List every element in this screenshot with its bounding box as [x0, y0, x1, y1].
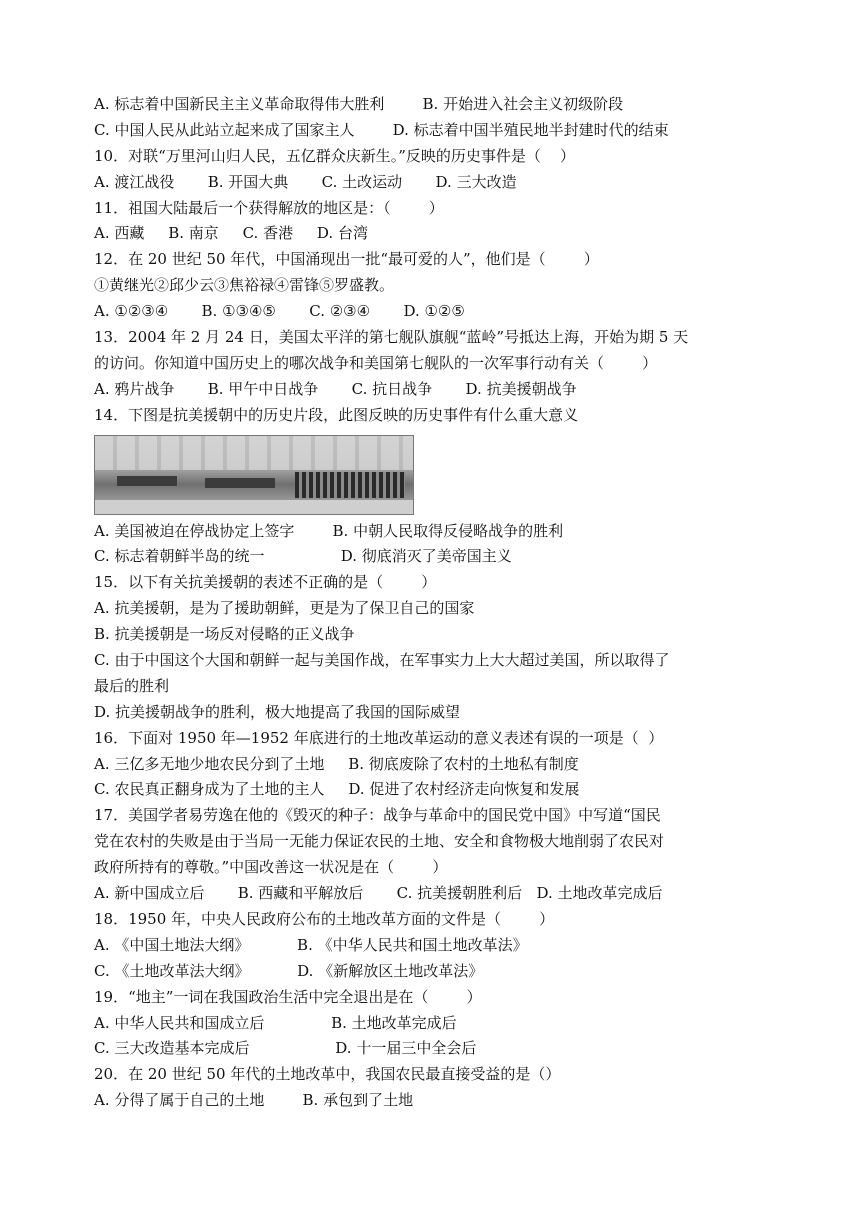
- text-line: 政府所持有的尊敬。”中国改善这一状况是在（ ）: [94, 858, 448, 877]
- text-line: C. 中国人民从此站立起来成了国家主人 D. 标志着中国半殖民地半封建时代的结束: [94, 120, 669, 139]
- text-line: A. 三亿多无地少地农民分到了土地 B. 彻底废除了农村的土地私有制度: [94, 754, 579, 773]
- photo-ceiling: [95, 436, 413, 470]
- photo-floor: [95, 500, 413, 514]
- text-line: A. 抗美援朝，是为了援助朝鲜，更是为了保卫自己的国家: [94, 599, 475, 618]
- question-11: 11．祖国大陆最后一个获得解放的地区是：（ ）: [94, 198, 444, 217]
- text-line: A. 西藏 B. 南京 C. 香港 D. 台湾: [94, 224, 368, 243]
- text-line: C. 标志着朝鲜半岛的统一 D. 彻底消灭了美帝国主义: [94, 547, 512, 566]
- questions-top: [94, 92, 774, 429]
- question-20: 20．在 20 世纪 50 年代的土地改革中，我国农民最直接受益的是（）: [94, 1065, 561, 1084]
- question-16: 16．下面对 1950 年—1952 年底进行的土地改革运动的意义表述有误的一项是（ ）: [94, 728, 664, 747]
- text-line: 党在农村的失败是由于当局一无能力保证农民的土地、安全和食物极大地削弱了农民对: [94, 832, 665, 851]
- question-15: 15．以下有关抗美援朝的表述不正确的是（ ）: [94, 573, 437, 592]
- text-line: A. 鸦片战争 B. 甲午中日战争 C. 抗日战争 D. 抗美援朝战争: [94, 379, 577, 398]
- photo-table: [205, 478, 275, 488]
- text-line: C. 《土地改革法大纲》 D. 《新解放区土地改革法》: [94, 961, 484, 980]
- text-line: A. 中华人民共和国成立后 B. 土地改革完成后: [94, 1013, 457, 1032]
- text-line: 最后的胜利: [94, 676, 170, 695]
- text-line: A. 《中国土地法大纲》 B. 《中华人民共和国土地改革法》: [94, 935, 528, 954]
- text-line: C. 三大改造基本完成后 D. 十一届三中全会后: [94, 1039, 477, 1058]
- text-line: ①黄继光②邱少云③焦裕禄④雷锋⑤罗盛教。: [94, 276, 395, 295]
- exam-page: [94, 92, 774, 1114]
- text-line: A. 渡江战役 B. 开国大典 C. 土改运动 D. 三大改造: [94, 172, 517, 191]
- photo-table: [117, 476, 177, 486]
- question-18: 18．1950 年，中央人民政府公布的土地改革方面的文件是（ ）: [94, 909, 555, 928]
- question-19: 19．“地主”一词在我国政治生活中完全退出是在（ ）: [94, 987, 482, 1006]
- text-line: A. 分得了属于自己的土地 B. 承包到了土地: [94, 1091, 414, 1110]
- text-line: C. 由于中国这个大国和朝鲜一起与美国作战，在军事实力上大大超过美国，所以取得了: [94, 651, 670, 670]
- text-line: C. 农民真正翻身成为了土地的主人 D. 促进了农村经济走向恢复和发展: [94, 780, 580, 799]
- text-line: B. 抗美援朝是一场反对侵略的正义战争: [94, 625, 355, 644]
- photo-crowd: [295, 472, 405, 498]
- questions-bottom: [94, 519, 774, 1114]
- text-line: 的访问。你知道中国历史上的哪次战争和美国第七舰队的一次军事行动有关（ ）: [94, 353, 658, 372]
- text-line: A. ①②③④ B. ①③④⑤ C. ②③④ D. ①②⑤: [94, 302, 465, 321]
- armistice-signing-photo: [94, 435, 414, 515]
- text-line: A. 标志着中国新民主主义革命取得伟大胜利 B. 开始进入社会主义初级阶段: [94, 95, 624, 113]
- question-14: 14．下图是抗美援朝中的历史片段，此图反映的历史事件有什么重大意义: [94, 405, 579, 424]
- text-line: D. 抗美援朝战争的胜利，极大地提高了我国的国际威望: [94, 702, 461, 721]
- question-12: 12．在 20 世纪 50 年代，中国涌现出一批“最可爱的人”，他们是（ ）: [94, 250, 599, 269]
- text-line: A. 美国被迫在停战协定上签字 B. 中朝人民取得反侵略战争的胜利: [94, 521, 564, 540]
- text-line: A. 新中国成立后 B. 西藏和平解放后 C. 抗美援朝胜利后 D. 土地改革完成后: [94, 884, 663, 903]
- question-10: 10．对联“万里河山归人民，五亿群众庆新生。”反映的历史事件是（ ）: [94, 146, 575, 165]
- question-17: 17．美国学者易劳逸在他的《毁灭的种子：战争与革命中的国民党中国》中写道“国民: [94, 806, 661, 825]
- question-13: 13．2004 年 2 月 24 日，美国太平洋的第七舰队旗舰“蓝岭”号抵达上海，开始为期 5 天: [94, 328, 689, 347]
